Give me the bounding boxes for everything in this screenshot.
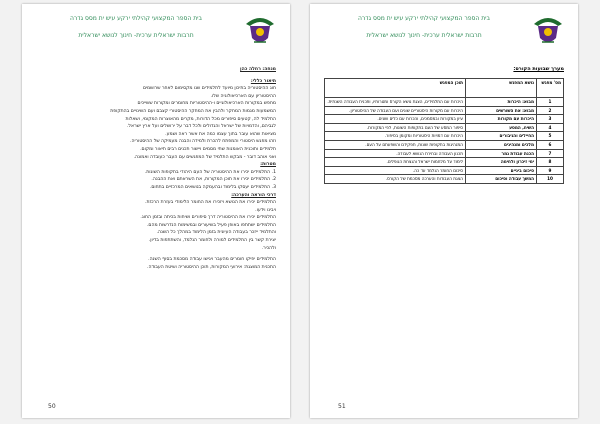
table-header-row xyxy=(325,79,564,98)
methods-line: ולהכיר. xyxy=(261,245,276,251)
intro-line: המשמעות מגמות המחקר ולהבין את המחקר ההיסטורי קצבם ועם השינויים בהתקופת xyxy=(110,108,276,114)
table-row xyxy=(325,158,564,167)
row-content: לימוד על מלחמות ישראל והנצחת הנופלים. xyxy=(325,158,466,167)
row-content: סיכום החומר הנלמד עד כה. xyxy=(325,166,466,175)
row-num: 5 xyxy=(537,132,564,141)
row-num: 10 xyxy=(537,175,564,184)
table-row xyxy=(325,132,564,141)
row-num: 4 xyxy=(537,123,564,132)
row-content: תכנון העבודה ובחירת הנושא לעבודה. xyxy=(325,149,466,158)
goal-item: 2. התלמידים יכירו את תוכן המקורות, את השראתם ואת ההבנה. xyxy=(151,177,276,183)
row-content: היכרות עם דמויות היסטוריות ומקומן בסיפור. xyxy=(325,132,466,141)
table-row xyxy=(325,175,564,184)
intro-heading: תיאור כללי: xyxy=(250,78,276,84)
school-emblem-icon xyxy=(242,12,278,48)
org-line: תרבות ישראלית ערכית- חינוך לנושא ישראלית xyxy=(366,32,482,39)
row-topic: מבוא: היכרות xyxy=(466,98,537,107)
methods-line: התלמידים יכירו את ההיסטוריה דרך סיפורים ושיחות בכיתה ובזמן החוג. xyxy=(140,215,276,221)
intro-line: לגביהם, והדמויות של ישראל והגדולים ולכל דבר על ירושלים ועל ארץ ישראל. xyxy=(126,124,276,130)
org-line: תרבות ישראלית ערכית- חינוך לנושא ישראלית xyxy=(78,32,194,39)
intro-line: מציאות שהוא עובר בתוך עצמו כמה את אשר ראה ושמע. xyxy=(165,131,276,137)
row-num: 2 xyxy=(537,106,564,115)
table-row xyxy=(325,140,564,149)
row-topic: השיח, המסע xyxy=(466,123,537,132)
methods-line: והתלמיד ייזכר בעבודה העיונית בזמן הלימוד במהלך כל השנה. xyxy=(156,230,276,236)
col-header-topic: נושא המפגש xyxy=(466,79,537,98)
row-topic: החיילים והגיבורים xyxy=(466,132,537,141)
goals-heading: מטרות: xyxy=(260,162,276,168)
table-row xyxy=(325,106,564,115)
col-header-num: מס' מפגש xyxy=(537,79,564,98)
page-number: 51 xyxy=(338,403,346,410)
row-topic: סיכום ביניים xyxy=(466,166,537,175)
table-row xyxy=(325,123,564,132)
row-content: המנהיגות בתקופות שונות, תפקידם והשפעתם על העם. xyxy=(325,140,466,149)
closing-line: התלמידים יפיקו חומרים מהעבר ויגישו עבודה מסכמת בסוף השנה. xyxy=(148,257,276,263)
intro-line: וזהו מפגש היסטורי והמפתח להכרת ולמידה והבנה מעמיקה של ההיסטוריה. xyxy=(129,139,276,145)
row-num: 9 xyxy=(537,166,564,175)
row-num: 3 xyxy=(537,115,564,124)
row-num: 8 xyxy=(537,158,564,167)
table-row xyxy=(325,98,564,107)
row-content: הצגת העבודות והערכה מסכמת של הקורס. xyxy=(325,175,466,184)
row-num: 6 xyxy=(537,140,564,149)
intro-line: תלמידים ותוכנית האומנות שתי מסמים ויישור תכנים רבים תיאור ומקום. xyxy=(140,146,276,152)
page-51 xyxy=(310,4,578,418)
row-topic: היכרות עם מקורות xyxy=(466,115,537,124)
row-topic: ימי זיכרון ולחימה xyxy=(466,158,537,167)
row-content: היכרות עם התלמידים, הצגת נושא הקורס ומטרותיו, ותכנית העבודה השנתית. xyxy=(325,98,466,107)
intro-line: ואני אוהב דובר - מבקש התלמיד של המפגשים עם העבר כעובדה ואמונה. xyxy=(133,154,276,160)
row-content: היכרות עם מקורות היסטוריים שונים ועם העבודה של ההיסטוריון. xyxy=(325,106,466,115)
methods-line: ויבינו וידעו. xyxy=(255,207,276,213)
intro-line: מחפש במקורות הארכיאולוגיים ו-ההיסטוריות מחומרים ומקורות ששייכים xyxy=(137,101,276,107)
subject-line: מנחה: רחלה כהן xyxy=(240,67,276,72)
page-header xyxy=(34,12,278,52)
col-header-content: תוכן המפגש xyxy=(325,79,466,98)
table-row xyxy=(325,149,564,158)
row-content: סיפור המסע של העם בתקופות השונות, לפי המקורות. xyxy=(325,123,466,132)
school-name: בית הספר המקצועי קהילתי ירקע עיש ית מסס גדרה xyxy=(357,15,490,22)
methods-line: התלמידים ישתתפו באופן פעיל בשיעורים ובמשימות הנדרשות מהם. xyxy=(146,222,276,228)
school-emblem-icon xyxy=(530,12,566,48)
row-num: 1 xyxy=(537,98,564,107)
page-header xyxy=(322,12,566,52)
methods-line: יצירת קשר בין התלמידים למורה ולחומר הנלמד, והשתתפות בדיון. xyxy=(148,238,276,244)
page-number: 50 xyxy=(48,403,56,410)
intro-line: חוג ההיסטוריה בתיכון מיועד לתלמידים שנו מקסימום לאחר שרושמים xyxy=(142,86,276,92)
intro-line: ההיסטוריון עם הארכיאולוגיה שלו. xyxy=(210,93,276,99)
closing-line: התכנית המוצגת: אירועי המקורות, תוכן ההיסטוריה ושיטת העבודה. xyxy=(146,264,276,270)
goal-item: 1. התלמידים יכירו את ההיסטוריה של העם היהודי בתקופות השונות. xyxy=(144,169,276,175)
methods-line: התלמידים יכירו את הנושא ויזכירו את החומר הלימודי בעזרת הרכזת. xyxy=(145,200,276,206)
left-body xyxy=(36,66,276,271)
goal-item: 3. התלמידים יעסקו בלימוד ובהעמקה בנושאים המרכזיים בתחום. xyxy=(149,184,276,190)
intro-line: התלמיד לה, קטעים סיפורים מכל הדורות, מקרים מהאוצרות המקומי, ושאלות xyxy=(125,116,276,122)
row-topic: המשך עבודה וסיכום xyxy=(466,175,537,184)
methods-heading: דרכי הוראה והערכה: xyxy=(231,192,276,198)
row-topic: הכנת עבודת גמר xyxy=(466,149,537,158)
page-50 xyxy=(22,4,290,418)
row-topic: מבוא: את השורשים xyxy=(466,106,537,115)
course-schedule-table xyxy=(324,78,564,184)
row-content: עיון במקורות ובמסמכים, והכרות עם כלים שונים. xyxy=(325,115,466,124)
table-row xyxy=(325,166,564,175)
table-heading: מערך שבועות הקורס: xyxy=(513,66,564,72)
table-row xyxy=(325,115,564,124)
row-num: 7 xyxy=(537,149,564,158)
row-topic: מלכים ומנהיגים xyxy=(466,140,537,149)
school-name: בית הספר המקצועי קהילתי ירקע עיש ית מסס גדרה xyxy=(69,15,202,22)
